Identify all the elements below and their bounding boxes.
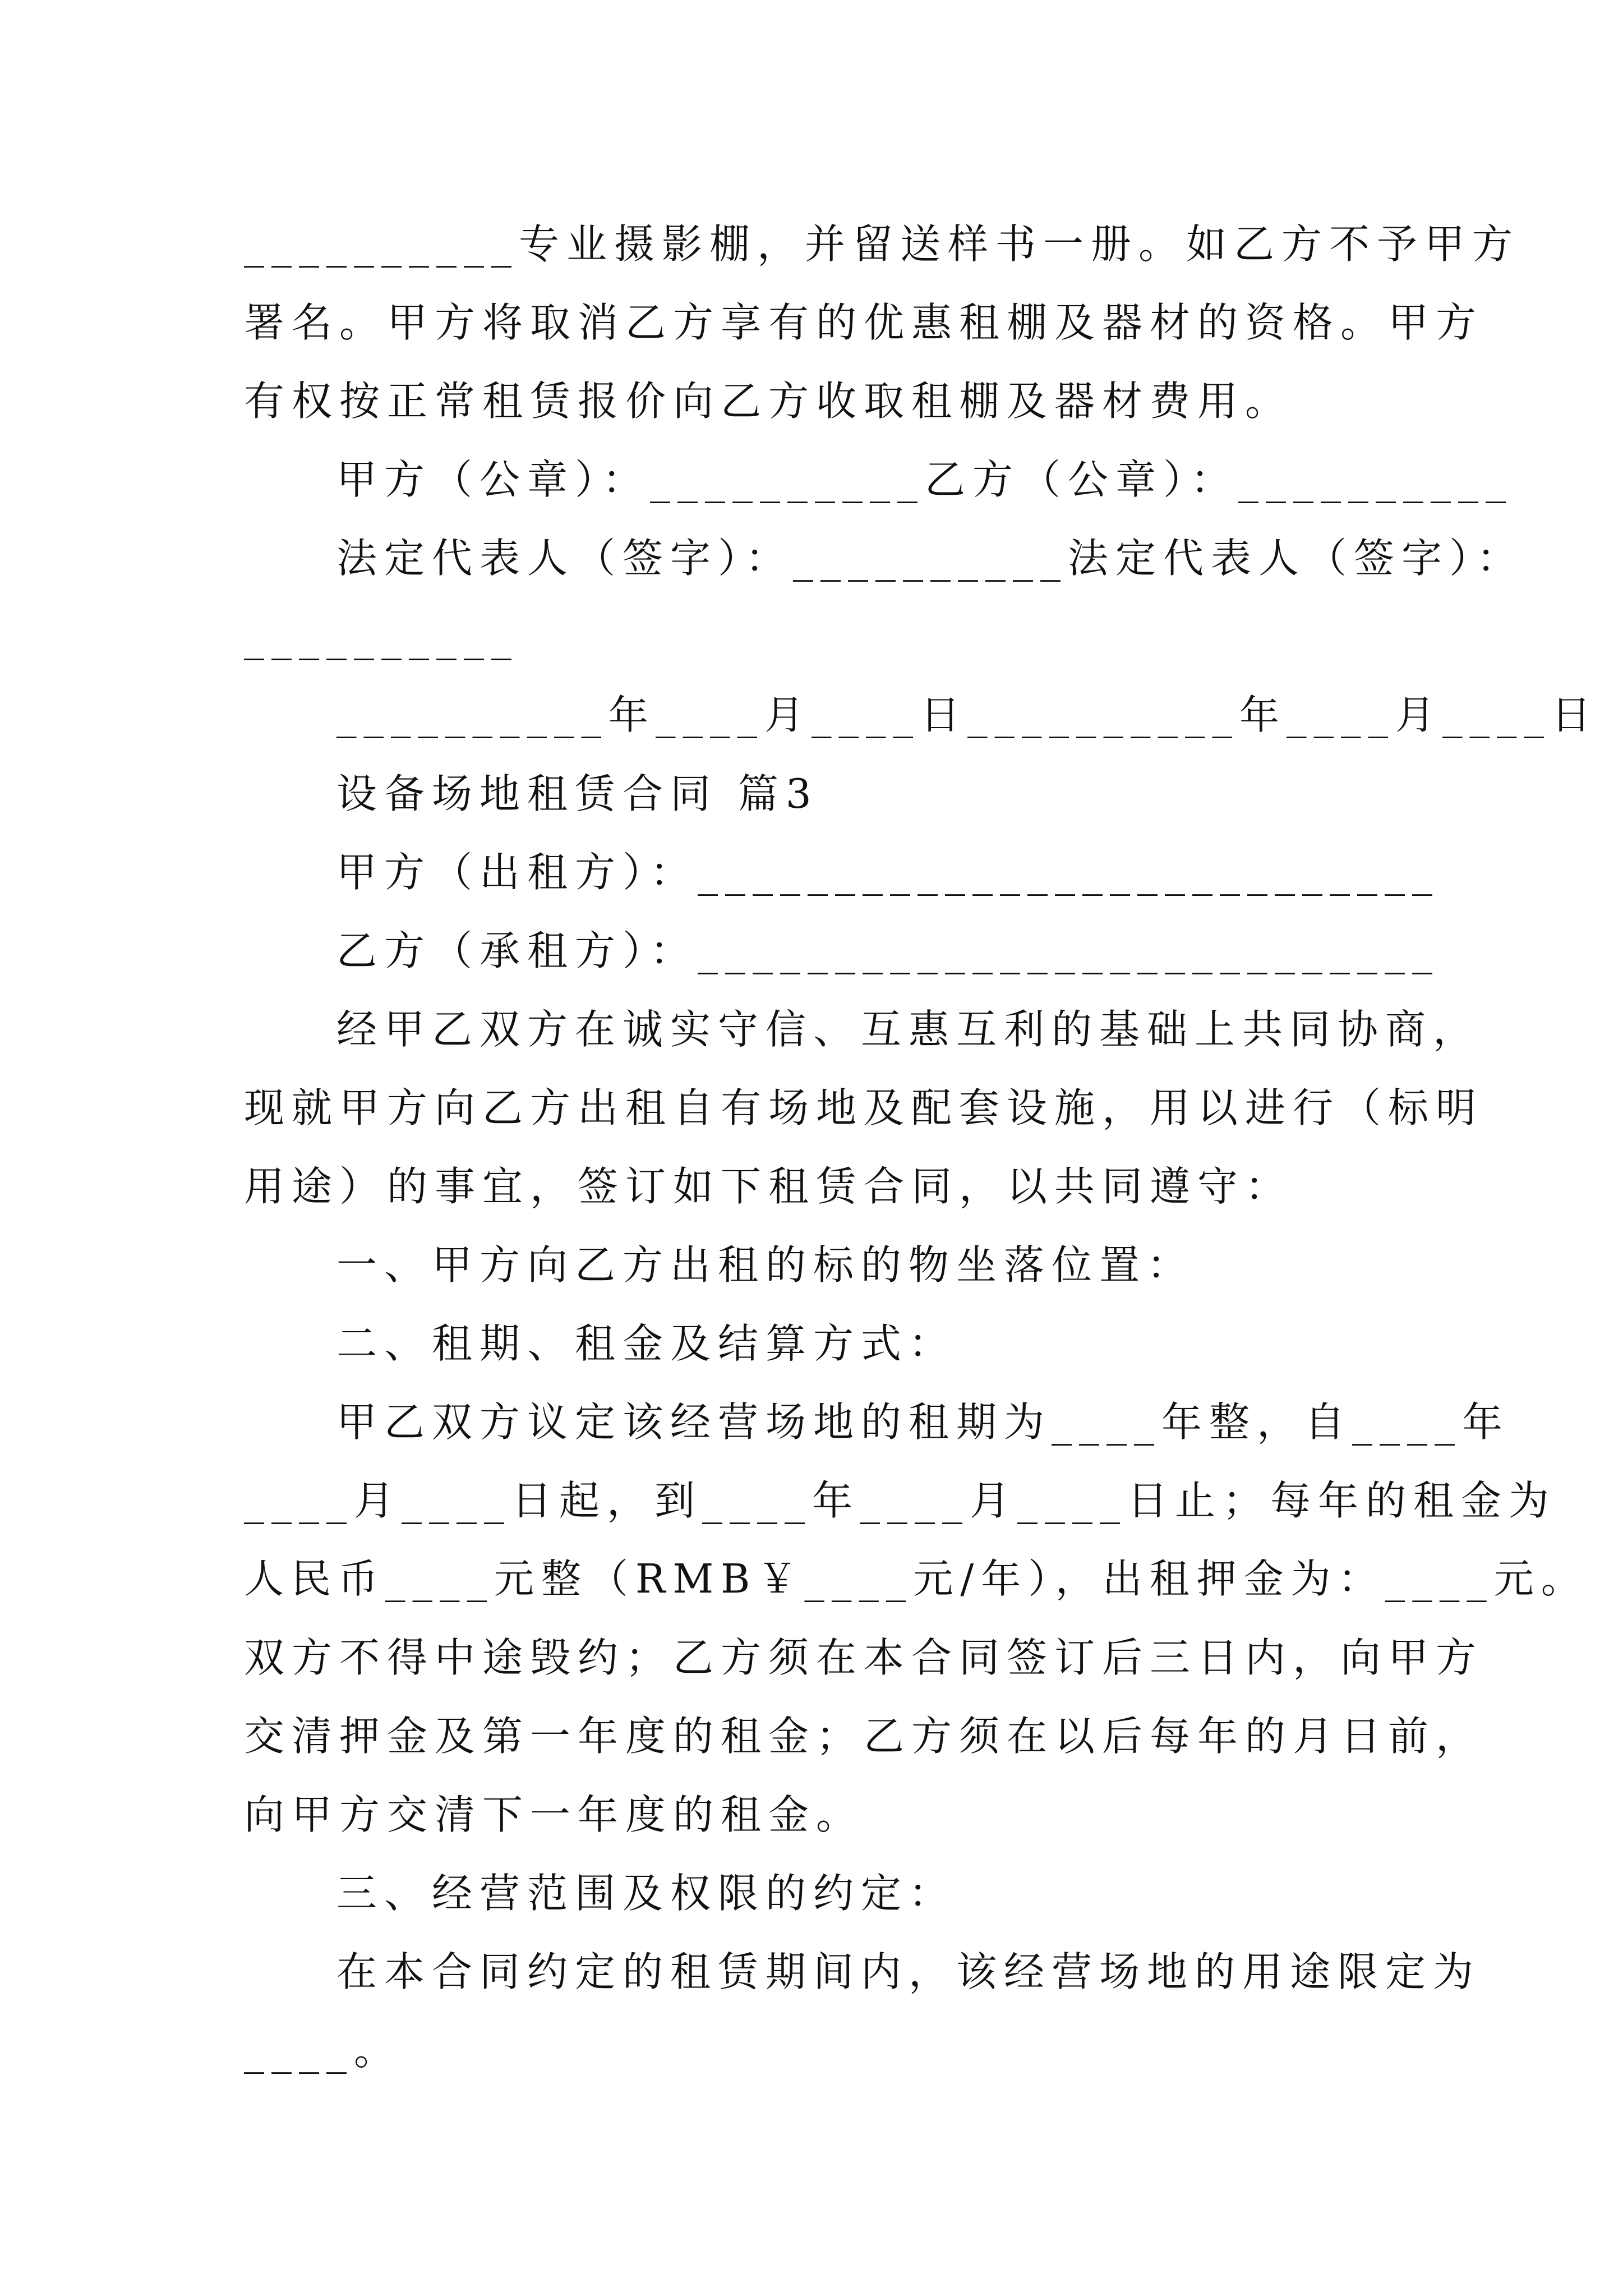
paragraph-line: __________专业摄影棚，并留送样书一册。如乙方不予甲方 [244, 220, 1520, 268]
paragraph-line: 在本合同约定的租赁期间内，该经营场地的用途限定为 [336, 1948, 1481, 1995]
paragraph-line: ____。 [244, 2027, 402, 2074]
paragraph-line: 甲乙双方议定该经营场地的租期为____年整，自____年 [336, 1398, 1510, 1446]
section-heading: 三、经营范围及权限的约定： [336, 1870, 957, 1917]
party-a-line: 甲方（出租方）：___________________________ [336, 849, 1440, 896]
paragraph-line: 双方不得中途毁约；乙方须在本合同签订后三日内，向甲方 [244, 1634, 1484, 1681]
paragraph-line: 用途）的事宜，签订如下租赁合同，以共同遵守： [244, 1163, 1293, 1210]
paragraph-line: 署名。甲方将取消乙方享有的优惠租棚及器材的资格。甲方 [244, 299, 1484, 346]
signature-line-representative: 法定代表人（签字）：__________法定代表人（签字）： [336, 535, 1525, 582]
paragraph-line: 经甲乙双方在诚实守信、互惠互利的基础上共同协商， [336, 1006, 1481, 1053]
signature-date-line: __________年____月____日__________年____月____日 [336, 692, 1599, 738]
section-heading: 一、甲方向乙方出租的标的物坐落位置： [336, 1241, 1195, 1289]
signature-line-seal: 甲方（公章）：__________乙方（公章）：__________ [336, 456, 1514, 503]
contract-heading: 设备场地租赁合同 篇3 [336, 770, 819, 817]
party-b-line: 乙方（承租方）：___________________________ [336, 927, 1440, 974]
paragraph-line: 人民币____元整（RMB￥____元/年），出租押金为：____元。 [244, 1556, 1588, 1602]
signature-blank: __________ [244, 613, 519, 660]
paragraph-line: 交清押金及第一年度的租金；乙方须在以后每年的月日前， [244, 1713, 1484, 1760]
paragraph-line: ____月____日起，到____年____月____日止；每年的租金为 [244, 1477, 1557, 1524]
paragraph-line: 有权按正常租赁报价向乙方收取租棚及器材费用。 [244, 378, 1293, 425]
section-heading: 二、租期、租金及结算方式： [336, 1320, 957, 1367]
paragraph-line: 向甲方交清下一年度的租金。 [244, 1791, 864, 1838]
paragraph-line: 现就甲方向乙方出租自有场地及配套设施，用以进行（标明 [244, 1084, 1484, 1131]
